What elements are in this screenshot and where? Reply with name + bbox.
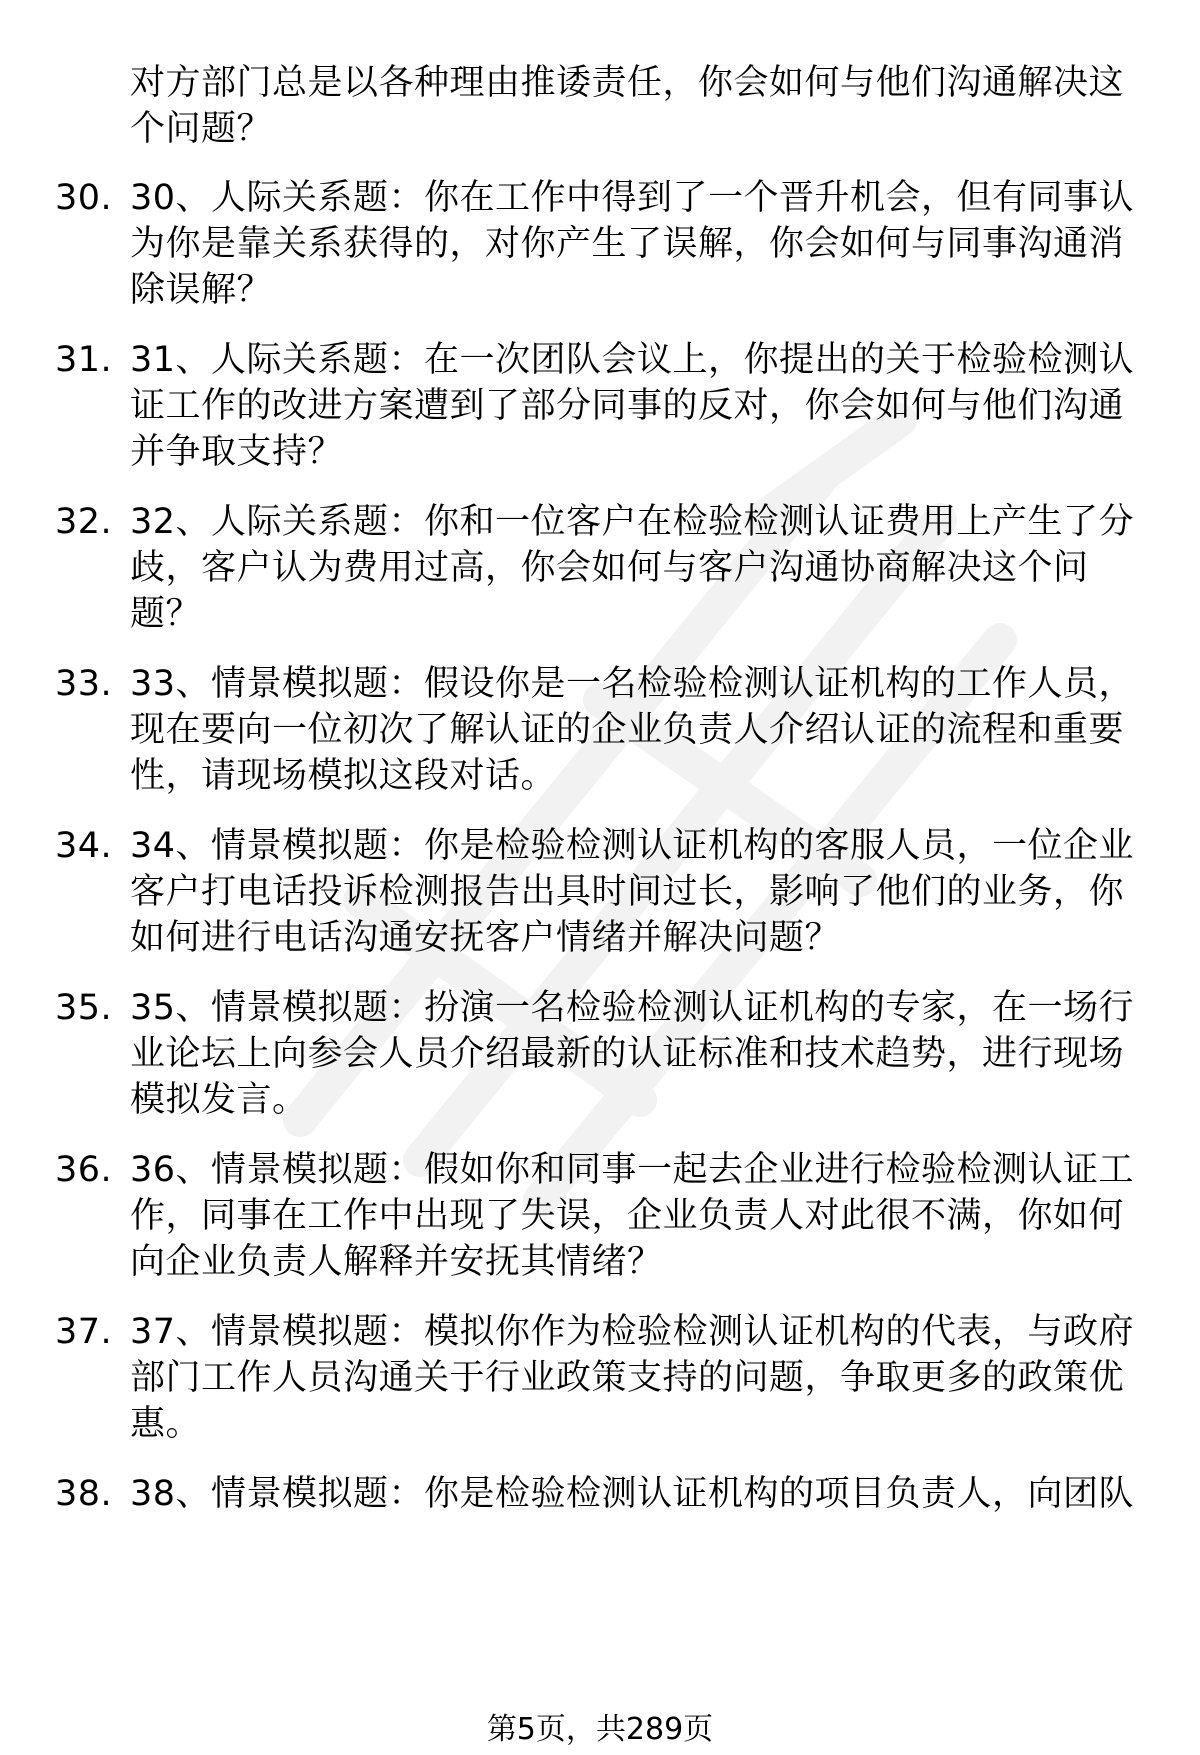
item-text: 30、人际关系题：你在工作中得到了一个晋升机会，但有同事认为你是靠关系获得的，对你产生了误解，你会如何与同事沟通消除误解？ (130, 178, 1135, 310)
item-number: 37. (55, 1312, 113, 1352)
item-text: 33、情景模拟题：假设你是一名检验检测认证机构的工作人员，现在要向一位初次了解认证的企业负责人介绍认证的流程和重要性，请现场模拟这段对话。 (130, 664, 1135, 796)
item-text: 35、情景模拟题：扮演一名检验检测认证机构的专家，在一场行业论坛上向参会人员介绍最新的认证标准和技术趋势，进行现场模拟发言。 (130, 988, 1135, 1120)
item-number: 35. (55, 988, 113, 1028)
item-number: 30. (55, 178, 113, 218)
item-text: 31、人际关系题：在一次团队会议上，你提出的关于检验检测认证工作的改进方案遭到了部分同事的反对，你会如何与他们沟通并争取支持？ (130, 340, 1135, 472)
item-number: 38. (55, 1474, 113, 1514)
item-text: 36、情景模拟题：假如你和同事一起去企业进行检验检测认证工作，同事在工作中出现了失误，企业负责人对此很不满，你如何向企业负责人解释并安抚其情绪？ (130, 1150, 1135, 1282)
item-number: 32. (55, 502, 113, 542)
item-number: 34. (55, 826, 113, 866)
item-text: 38、情景模拟题：你是检验检测认证机构的项目负责人，向团队 (130, 1474, 1135, 1514)
item-number: 36. (55, 1150, 113, 1190)
item-number: 31. (55, 340, 113, 380)
item-text: 37、情景模拟题：模拟你作为检验检测认证机构的代表，与政府部门工作人员沟通关于行业政策支持的问题，争取更多的政策优惠。 (130, 1312, 1135, 1444)
continuation-paragraph: 对方部门总是以各种理由推诿责任，你会如何与他们沟通解决这个问题？ (130, 63, 1125, 149)
item-number: 33. (55, 664, 113, 704)
page-footer: 第5页，共289页 (486, 1712, 714, 1747)
item-text: 34、情景模拟题：你是检验检测认证机构的客服人员，一位企业客户打电话投诉检测报告出具时间过长，影响了他们的业务，你如何进行电话沟通安抚客户情绪并解决问题？ (130, 826, 1135, 958)
item-text: 32、人际关系题：你和一位客户在检验检测认证费用上产生了分歧，客户认为费用过高，你会如何与客户沟通协商解决这个问题？ (130, 502, 1135, 634)
